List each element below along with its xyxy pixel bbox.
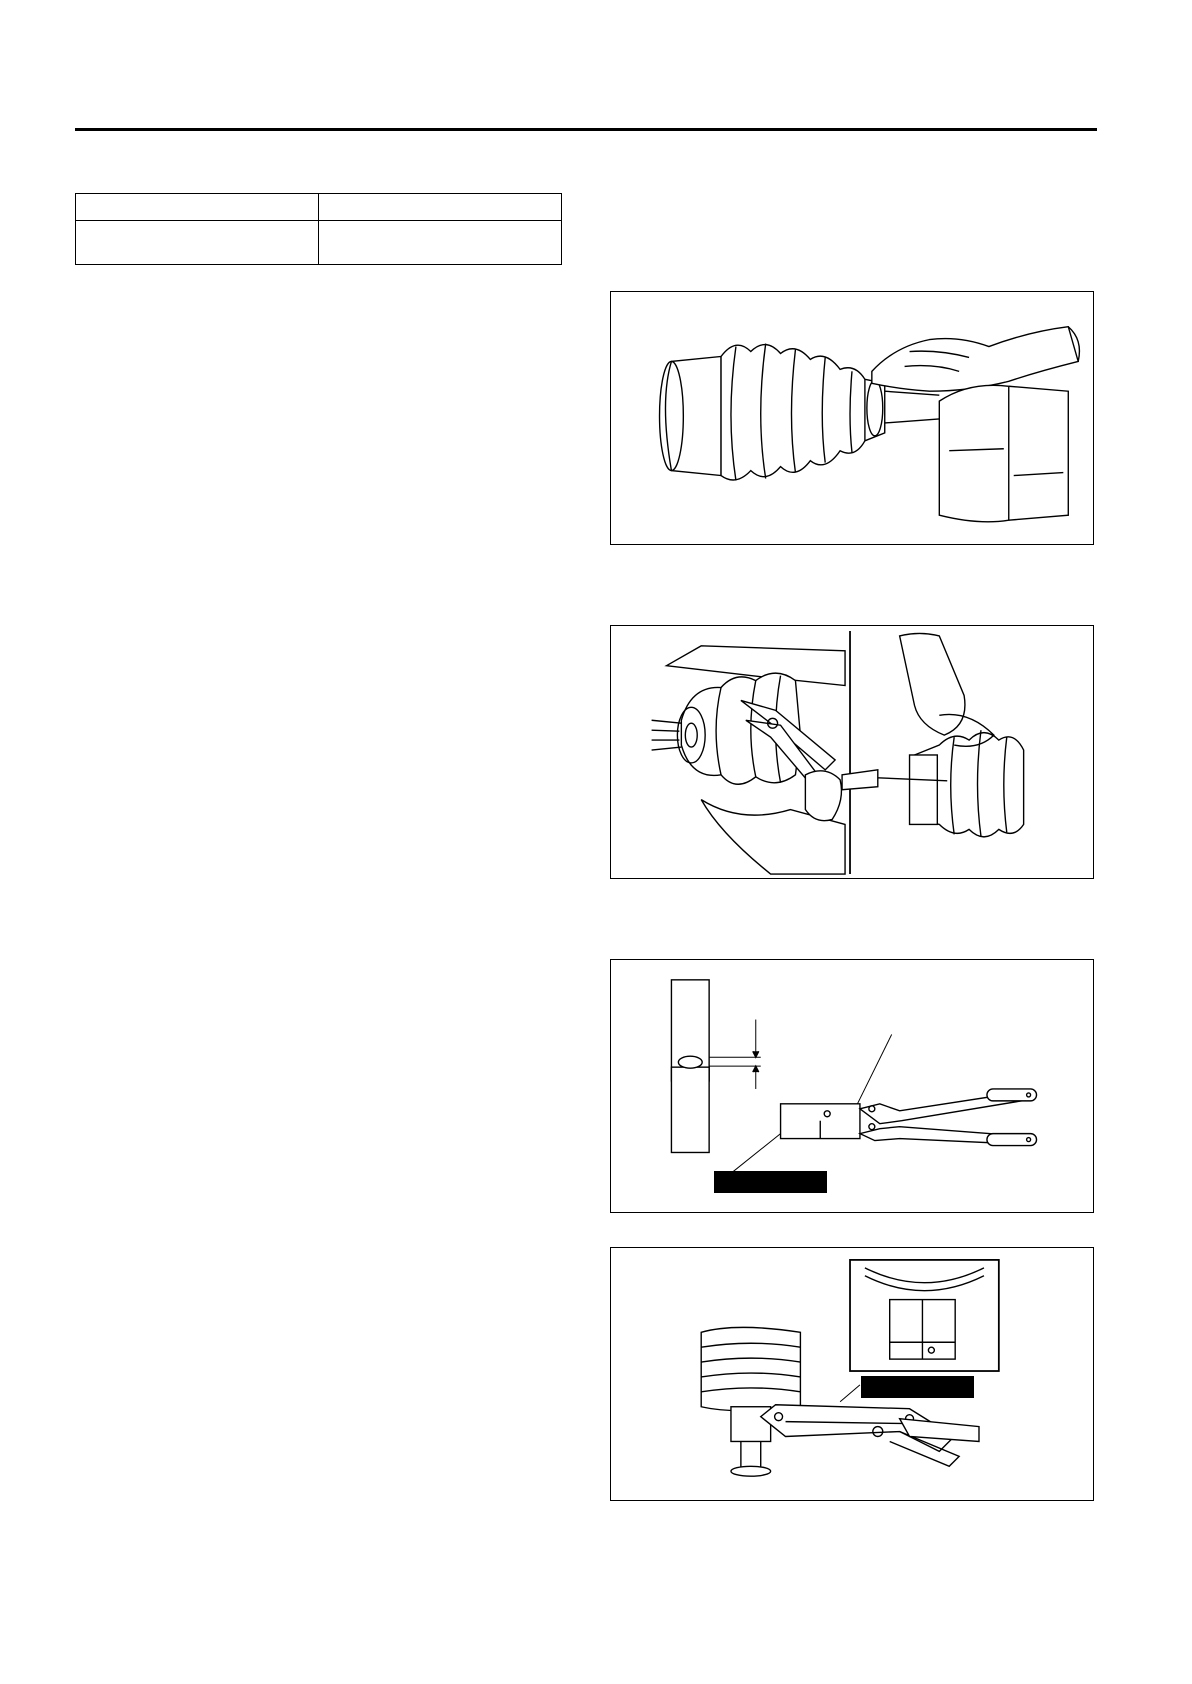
clamp-crimp-illustration <box>611 960 1093 1212</box>
figure-crimp-tool-on-boot <box>610 1247 1094 1501</box>
table-cell <box>76 221 319 265</box>
table-cell <box>319 221 562 265</box>
header-rule <box>75 128 1097 131</box>
boot-clamp-release-illustration <box>611 626 1093 878</box>
tool-label <box>861 1376 974 1398</box>
figure-clamp-crimp <box>610 959 1094 1213</box>
boot-removal-illustration <box>611 292 1093 544</box>
table-header-cell <box>319 194 562 221</box>
figure-boot-clamp-release <box>610 625 1094 879</box>
spec-table <box>75 193 562 265</box>
table-header-cell <box>76 194 319 221</box>
table-row <box>76 221 562 265</box>
figure-boot-removal <box>610 291 1094 545</box>
table-header-row <box>76 194 562 221</box>
tool-label <box>714 1171 827 1193</box>
crimp-tool-on-boot-illustration <box>611 1248 1093 1500</box>
